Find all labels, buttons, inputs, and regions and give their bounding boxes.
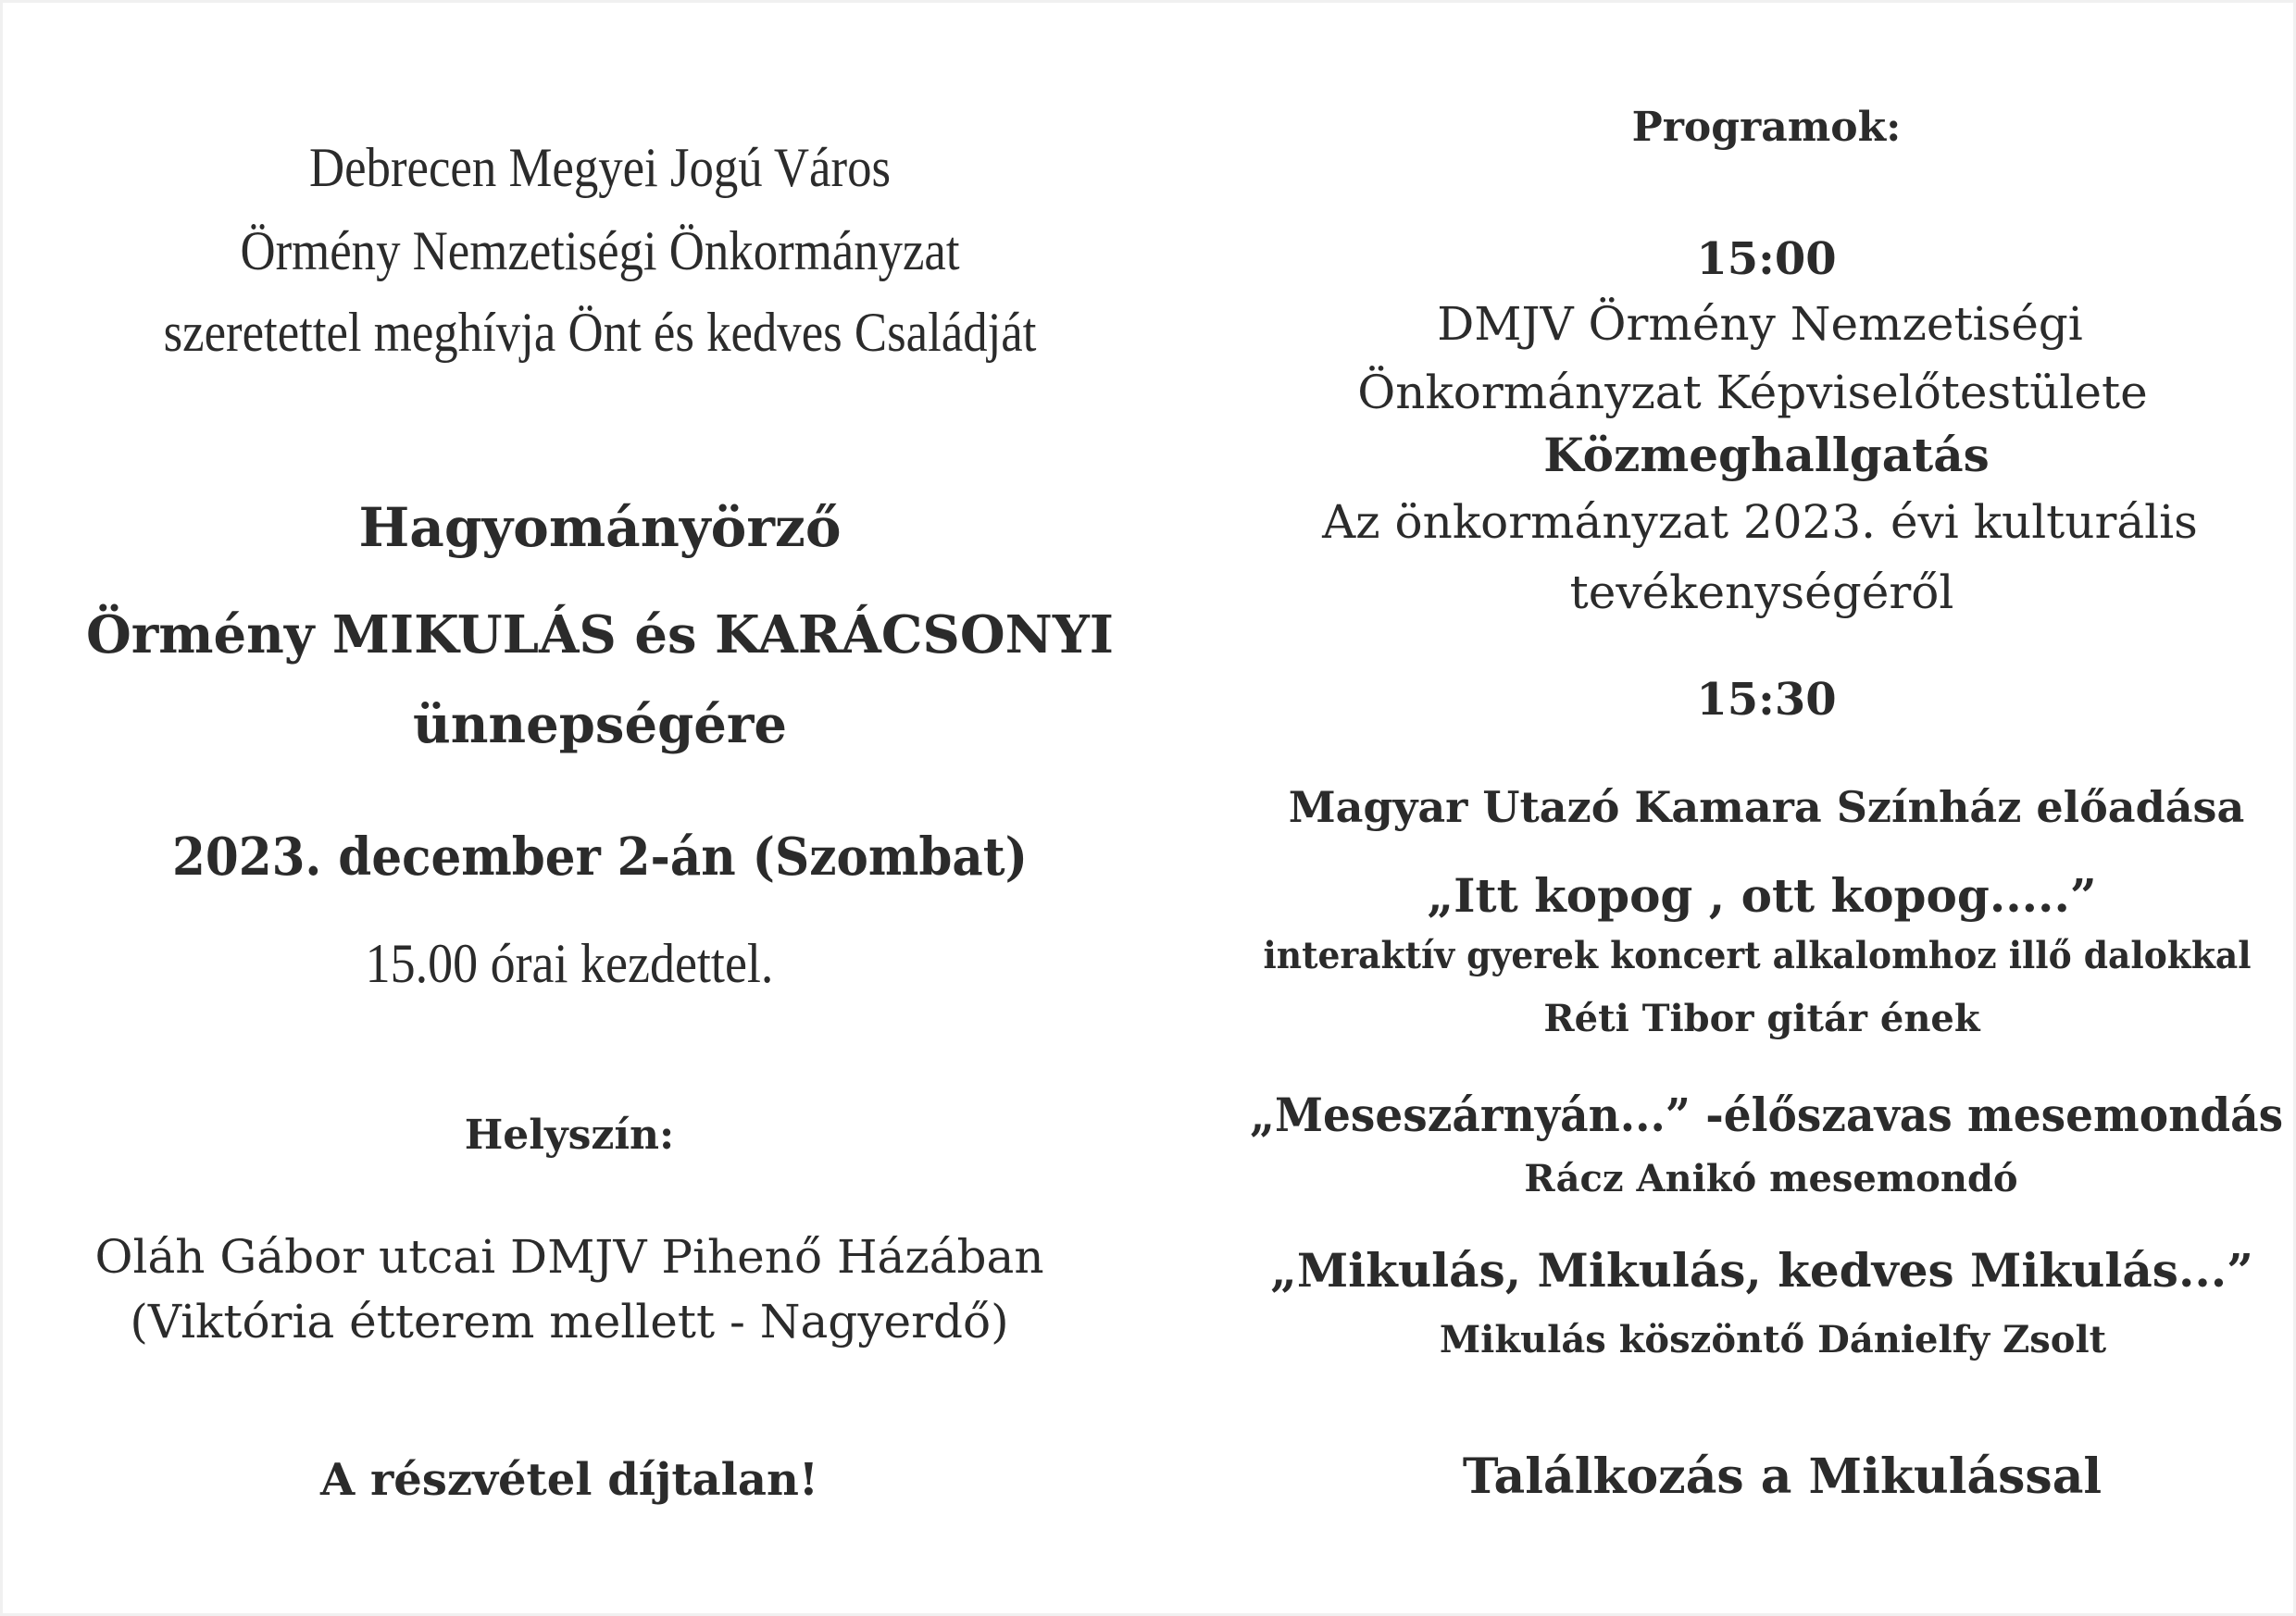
slot1-desc-line-1: Az önkormányzat 2023. évi kulturális [1322,495,2198,549]
show3-performer: Mikulás köszöntő Dánielfy Zsolt [1439,1318,2107,1361]
free-entry-note: A részvétel díjtalan! [320,1454,818,1506]
show1-description: interaktív gyerek koncert alkalomhoz illő dalokkal [1263,934,2252,977]
venue-line-1: Oláh Gábor utcai DMJV Pihenő Házában [94,1230,1044,1284]
event-start-time: 15.00 órai kezdettel. [365,933,774,994]
slot1-org-line-2: Önkormányzat Képviselőtestülete [1357,366,2148,419]
slot1-title: Közmeghallgatás [1543,428,1990,482]
show1-performer: Réti Tibor gitár ének [1543,997,1980,1040]
show2-title: „Meseszárnyán...” -élőszavas mesemondás [1249,1088,2284,1142]
slot1-time: 15:00 [1696,233,1837,285]
show2-performer: Rácz Anikó mesemondó [1524,1157,2018,1200]
intro-line-3: szeretettel meghívja Önt és kedves Családját [163,302,1037,363]
closing-line: Találkozás a Mikulással [1462,1448,2103,1505]
event-title-line-2: Örmény MIKULÁS és KARÁCSONYI [85,604,1115,665]
intro-line-1: Debrecen Megyei Jogú Város [308,137,892,198]
slot1-desc-line-2: tevékenységéről [1569,566,1954,619]
intro-line-2: Örmény Nemzetiségi Önkormányzat [240,220,960,281]
slot2-time: 15:30 [1696,674,1837,726]
theatre-name: Magyar Utazó Kamara Színház előadása [1288,782,2245,832]
venue-line-2: (Viktória étterem mellett - Nagyerdő) [130,1295,1009,1349]
event-title-line-1: Hagyományörző [358,496,842,559]
show3-title: „Mikulás, Mikulás, kedves Mikulás...” [1270,1243,2253,1298]
event-date: 2023. december 2-án (Szombat) [172,827,1028,888]
slot1-org-line-1: DMJV Örmény Nemzetiségi [1437,297,2083,351]
venue-label: Helyszín: [464,1112,675,1159]
programs-label: Programok: [1631,104,1902,151]
event-title-line-3: ünnepségére [412,694,788,755]
show1-title: „Itt kopog , ott kopog.....” [1427,868,2097,923]
